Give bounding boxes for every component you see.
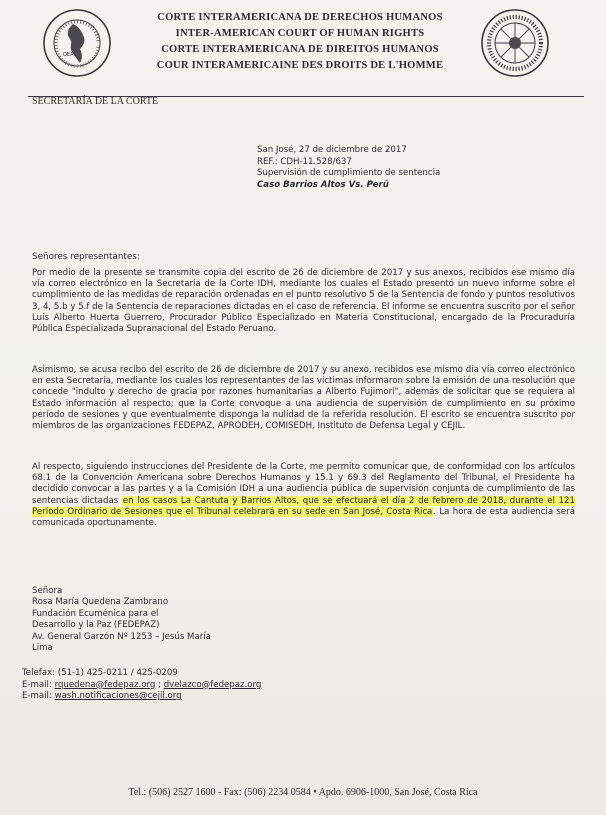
letter-subject: Supervisión de cumplimiento de sentencia <box>257 168 441 178</box>
addressee-org-line2: Desarrollo y la Paz (FEDEPAZ) <box>32 620 160 631</box>
telefax-line <box>22 668 261 680</box>
email-link-dvelazco[interactable]: dvelazco@fedepaz.org <box>163 679 262 690</box>
contact-block <box>22 668 261 703</box>
paragraph-2: Asimismo, se acusa recibo del escrito de 26 de diciembre de 2017 y su anexo, recibidos ese mismo día vía correo electrónico en esta Secretaría, mediante los cuales los representantes de las víctimas informaron sobre la emisión de una resolución que concede "indulto y derecho de gracia por razones humanitarias a Alberto Fujimori", además de solicitar que se requiera al Estado información al respecto; que la Corte convoque a una audiencia de supervisión de cumplimiento en su próximo período de sesiones y que eventualmente disponga la nulidad de la referida resolución. El escrito se encuentra suscrito por miembros de las organizaciones FEDEPAZ, APRODEH, COMISEDH, Instituto de Defensa Legal y CEJIL. <box>32 365 575 432</box>
addressee-name: Rosa María Quedena Zambrano <box>32 597 169 608</box>
salutation: Señores representantes: <box>32 252 140 262</box>
email-link-rquedena[interactable]: rquedena@fedepaz.org <box>54 679 156 690</box>
email-label-2: E-mail: <box>22 691 52 702</box>
addressee-block <box>32 586 211 654</box>
reference-number: REF.: CDH-11.528/637 <box>257 156 352 167</box>
case-name: Caso Barrios Altos Vs. Perú <box>257 179 389 190</box>
letterhead-line-english: INTER-AMERICAN COURT OF HUMAN RIGHTS <box>175 28 425 39</box>
email-separator: ; <box>158 679 161 690</box>
email-link-cejil[interactable]: wash.notificaciones@cejil.org <box>54 691 182 702</box>
email-line-1 <box>22 680 261 692</box>
reference-block <box>257 145 440 191</box>
paragraph-3 <box>32 462 575 529</box>
paragraph-3-text: Al respecto, siguiendo instrucciones del Presidente de la Corte, me permito comunicar que, de conformidad con los artículos 68.1 de la Convención Americana sobre Derechos Humanos y 15.1 y 69.3 del Reglamento del Tribunal, el Presidente ha decidido convocar a las partes y a la Comisión IDH a una audiencia pública de supervisión conjunta de cumplimiento de las sentencias dictadas <box>32 462 575 506</box>
telefax-label: Telefax: <box>22 668 56 678</box>
addressee-street: Av. General Garzón Nº 1253 – Jesús María <box>32 631 211 642</box>
oas-seal-logo <box>480 8 550 78</box>
paragraph-3-end: . La hora de esta audiencia será comunicada oportunamente. <box>32 506 575 529</box>
seal-label: OEA <box>63 52 74 58</box>
court-seal-logo <box>42 8 112 78</box>
letter-date: San José, 27 de diciembre de 2017 <box>257 145 407 155</box>
letterhead-line-french: COUR INTERAMERICAINE DES DROITS DE L'HOMME <box>156 60 444 71</box>
footer-contact: Tel.: (506) 2527 1600 - Fax: (506) 2234 0584 • Apdo. 6906-1000, San José, Costa Rica <box>128 787 478 798</box>
email-label: E-mail: <box>22 679 52 690</box>
addressee-org-line1: Fundación Ecuménica para el <box>32 608 159 619</box>
addressee-city: Lima <box>32 643 53 654</box>
highlighted-text: en los casos La Cantuta y Barrios Altos, que se efectuará el día 2 de febrero de 2018, durante el 121 Período Ordinario de Sesiones que el Tribunal celebrará en su sede en San José, Costa Rica <box>32 495 575 517</box>
email-line-2 <box>22 691 261 703</box>
paragraph-1: Por medio de la presente se transmite copia del escrito de 26 de diciembre de 2017 y sus anexos, recibidos ese mismo día vía correo electrónico en la Secretaría de la Corte IDH, mediante los cuales el Estado presentó un nuevo informe sobre el cumplimiento de las medidas de reparación ordenadas en el punto resolutivo 5 de la Sentencia de fondo y puntos resolutivos 3, 4, 5.b y 5.f de la Sentencia de reparaciones dictadas en el caso de referencia. El informe se encuentra suscrito por el señor Luis Alberto Huerta Guerrero, Procurador Público Especializado en Materia Constitucional, encargado de la Procuraduría Pública Especializada Supranacional del Estado Peruano. <box>32 268 575 335</box>
addressee-title: Señora <box>32 586 63 596</box>
secretariat-label: SECRETARÍA DE LA CORTE <box>32 96 159 107</box>
letterhead-line-spanish: CORTE INTERAMERICANA DE DERECHOS HUMANOS <box>157 12 443 23</box>
letterhead-line-portuguese: CORTE INTERAMERICANA DE DIREITOS HUMANOS <box>161 44 439 55</box>
telefax-number: (51-1) 425-0211 / 425-0209 <box>57 668 178 678</box>
